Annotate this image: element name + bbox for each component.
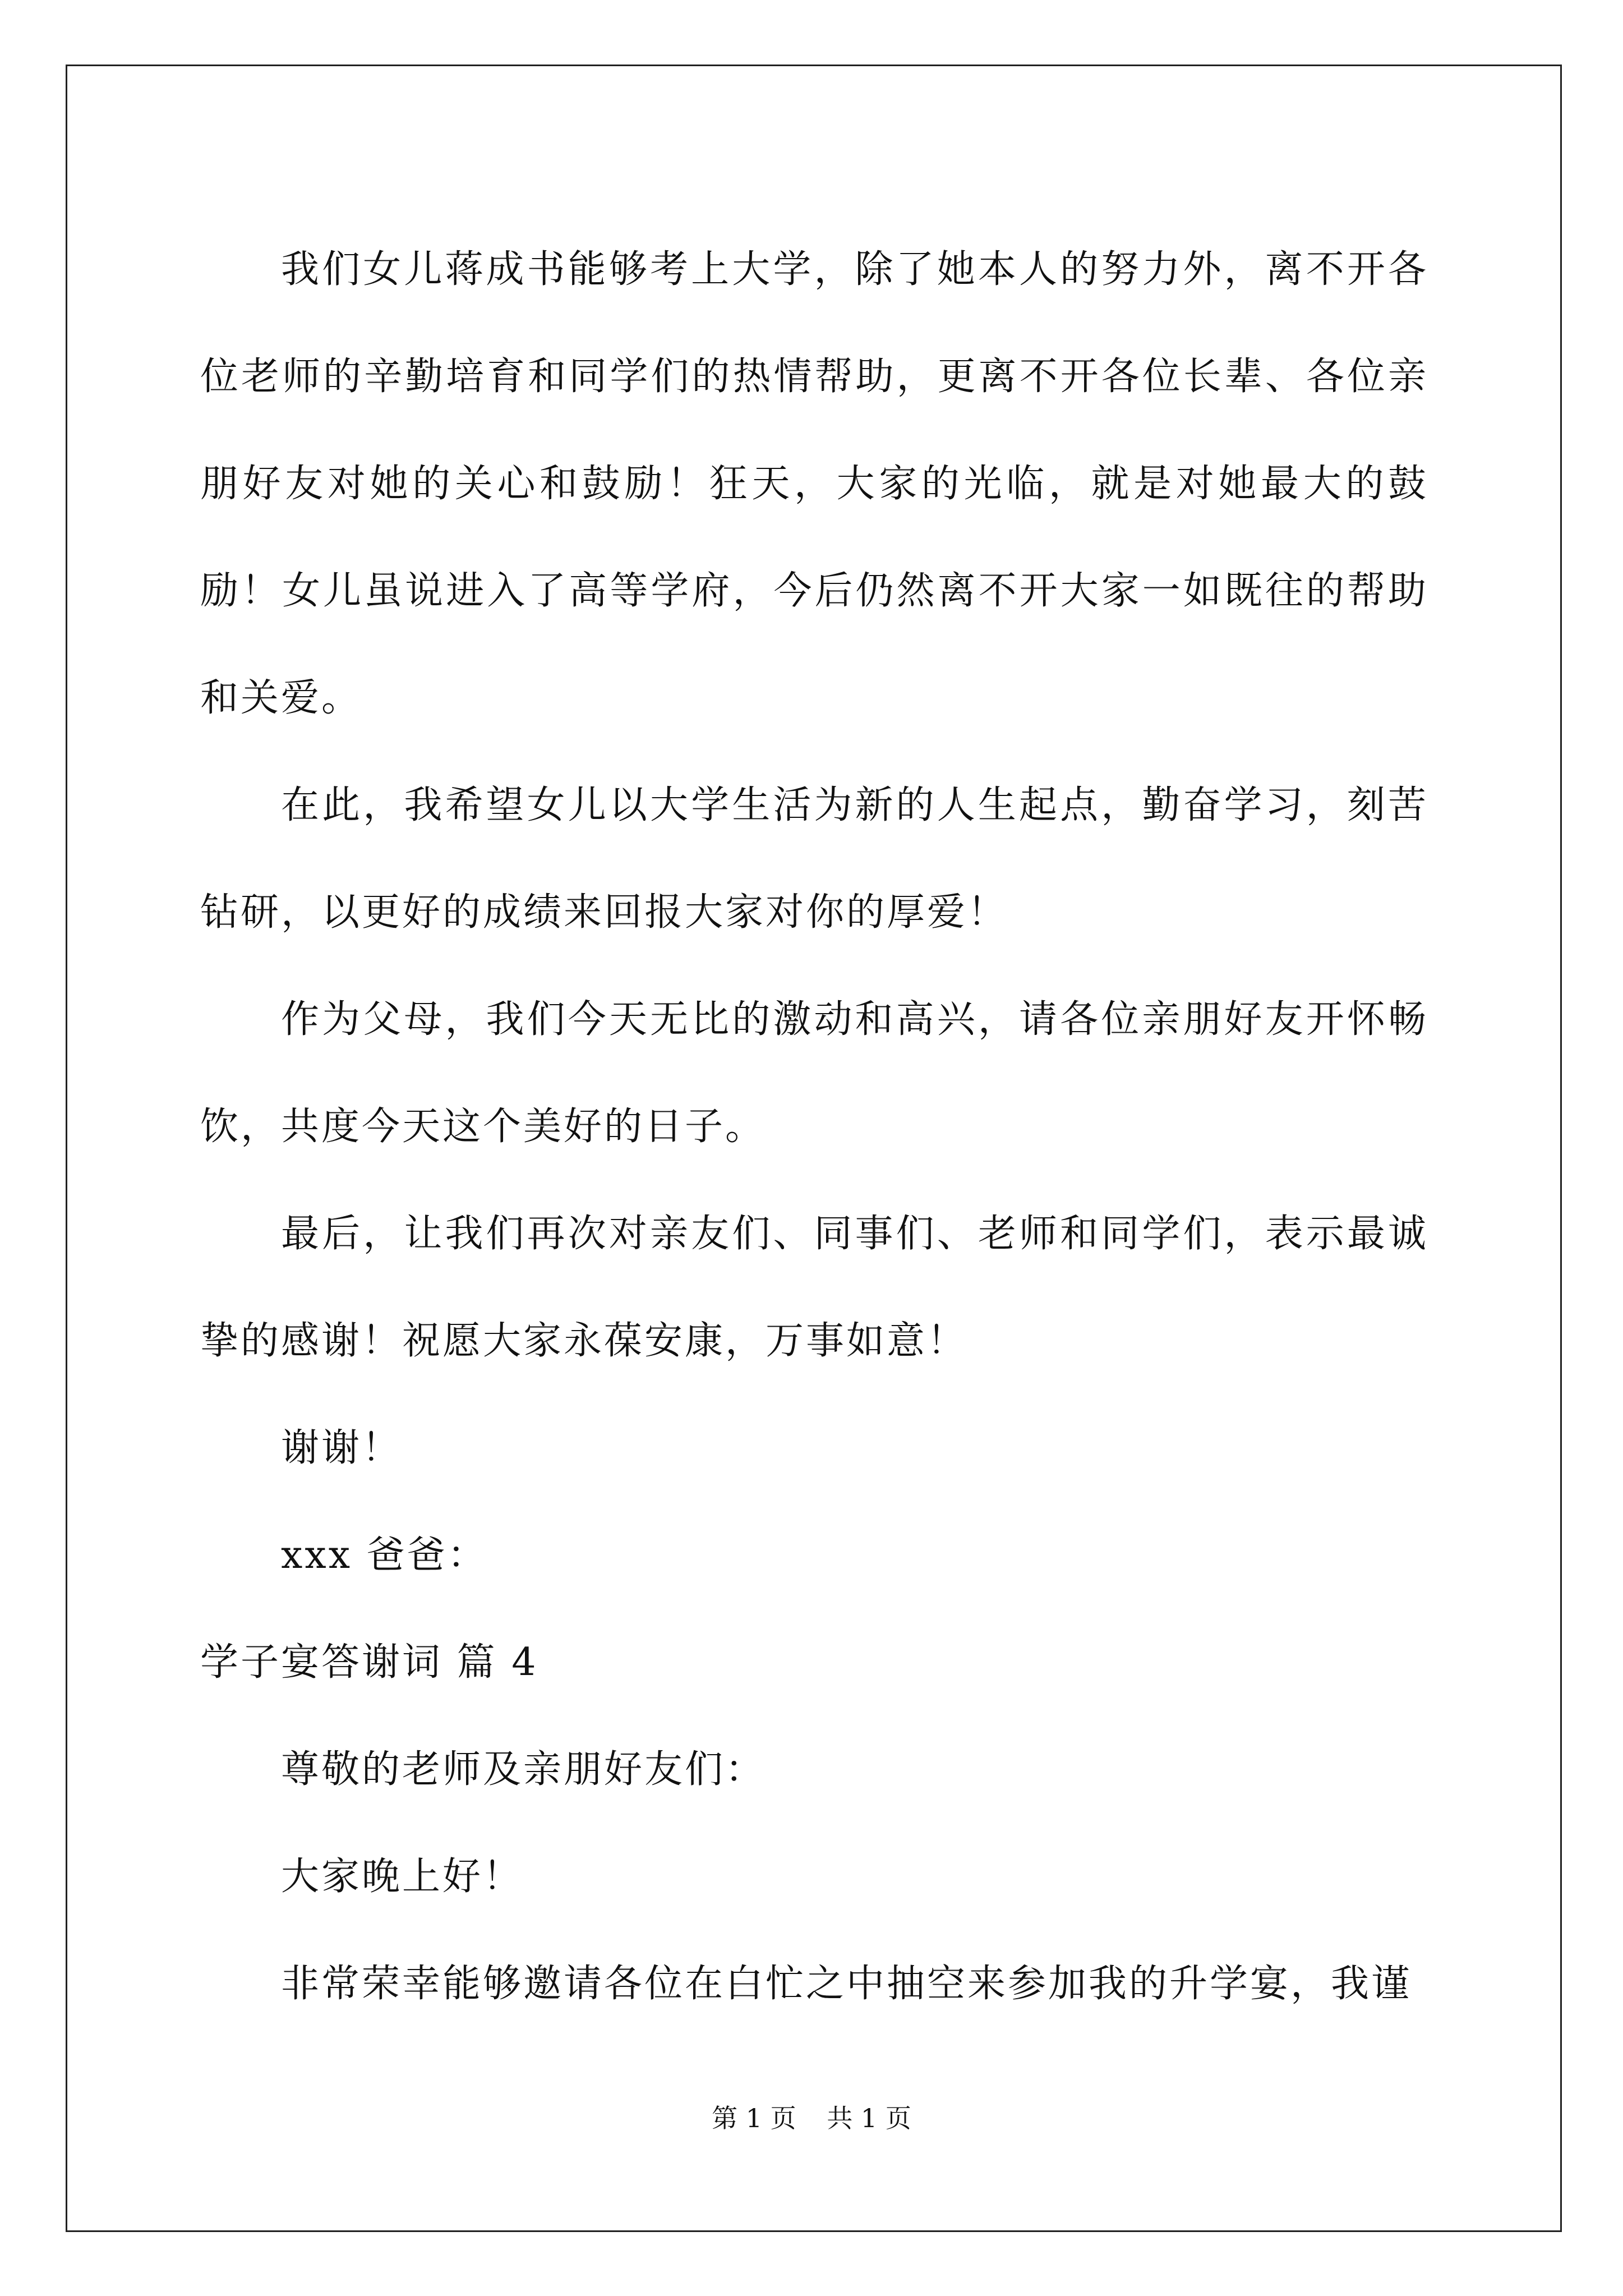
page-number: 第 1 页 [712, 2103, 796, 2133]
paragraph-signature: xxx 爸爸： [281, 1533, 488, 1577]
paragraph-greeting: 大家晚上好！ [281, 1855, 524, 1899]
paragraph-hope: 在此，我希望女儿以大学生活为新的人生起点，勤奋学习，刻苦钻研，以更好的成绩来回报大家对你的厚爱！ [200, 783, 1428, 935]
section-heading: 学子宴答谢词 篇 4 [200, 1640, 538, 1685]
paragraph-closing: 最后，让我们再次对亲友们、同事们、老师和同学们，表示最诚挚的感谢！祝愿大家永葆安康，万事如意！ [200, 1212, 1428, 1363]
paragraph-opening: 非常荣幸能够邀请各位在白忙之中抽空来参加我的升学宴，我谨 [281, 1962, 1412, 2006]
paragraph-thank-you: 谢谢！ [281, 1426, 403, 1470]
paragraph-salutation: 尊敬的老师及亲朋好友们： [281, 1747, 766, 1792]
document-body [200, 216, 1428, 2037]
paragraph-thanks: 我们女儿蒋成书能够考上大学，除了她本人的努力外，离不开各位老师的辛勤培育和同学们的热情帮助，更离不开各位长辈、各位亲朋好友对她的关心和鼓励！狂天，大家的光临，就是对她最大的鼓励！女儿虽说进入了高等学府，今后仍然离不开大家一如既往的帮助和关爱。 [200, 247, 1428, 720]
page-footer [0, 2098, 1623, 2135]
paragraph-parents: 作为父母，我们今天无比的激动和高兴，请各位亲朋好友开怀畅饮，共度今天这个美好的日子。 [200, 997, 1428, 1149]
page-total: 共 1 页 [827, 2103, 911, 2133]
